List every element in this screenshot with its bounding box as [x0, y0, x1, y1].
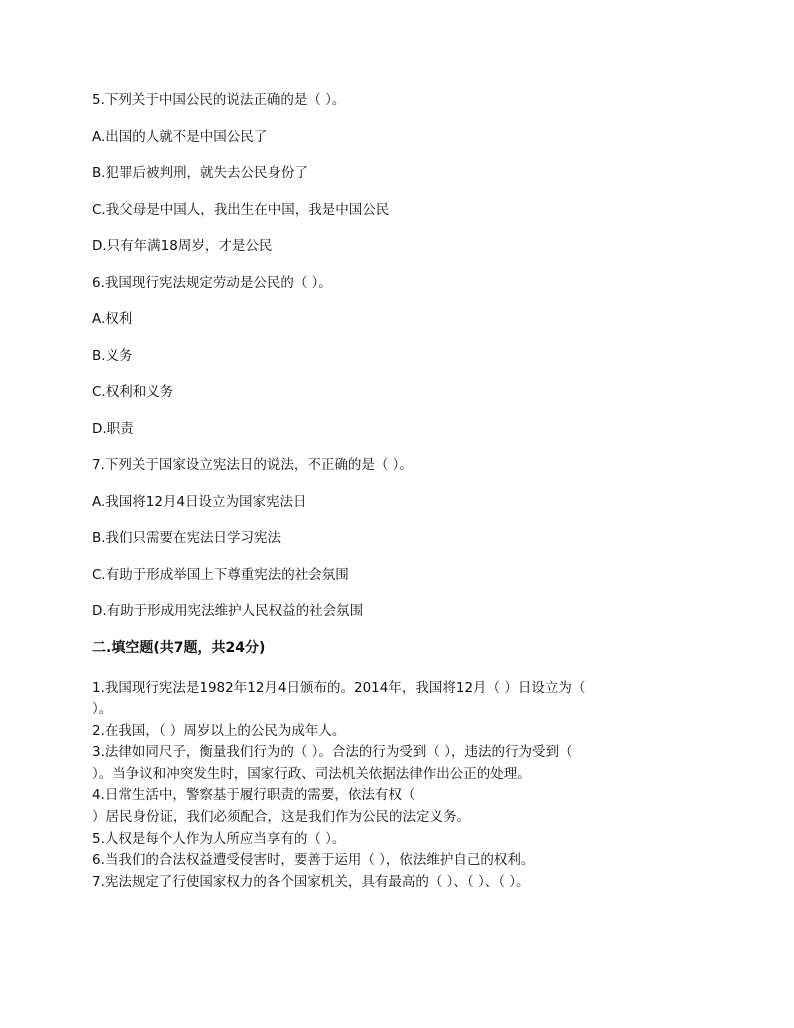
question-6-option-b: B.义务	[92, 347, 133, 364]
fill-question-3-line-2: ）。当争议和冲突发生时，国家行政、司法机关依据法律作出公正的处理。	[92, 765, 531, 782]
question-6-stem: 6.我国现行宪法规定劳动是公民的（ ）。	[92, 274, 332, 291]
question-5-option-b: B.犯罪后被判刑，就失去公民身份了	[92, 165, 309, 181]
fill-question-7: 7.宪法规定了行使国家权力的各个国家机关，具有最高的（ ）、（ ）、（ ）。	[92, 873, 530, 890]
question-7-option-c: C.有助于形成举国上下尊重宪法的社会氛围	[92, 566, 349, 583]
question-6-option-a: A.权利	[92, 311, 133, 327]
question-5-option-c: C.我父母是中国人，我出生在中国，我是中国公民	[92, 201, 390, 218]
fill-question-2: 2.在我国，（ ）周岁以上的公民为成年人。	[92, 722, 346, 739]
fill-question-4-line-1: 4.日常生活中，警察基于履行职责的需要，依法有权（	[92, 787, 416, 804]
question-7-option-a: A.我国将12月4日设立为国家宪法日	[92, 493, 307, 510]
document-page	[92, 90, 712, 893]
question-6-option-d: D.职责	[92, 420, 134, 437]
question-5-stem: 5.下列关于中国公民的说法正确的是（ ）。	[92, 92, 346, 108]
fill-question-5: 5.人权是每个人作为人所应当享有的（ ）。	[92, 830, 346, 847]
question-7-option-b: B.我们只需要在宪法日学习宪法	[92, 530, 282, 546]
section-two-title: 二.填空题(共7题，共24分)	[92, 639, 266, 656]
question-5-option-a: A.出国的人就不是中国公民了	[92, 128, 268, 145]
fill-question-4-line-2: ）居民身份证，我们必须配合，这是我们作为公民的法定义务。	[92, 809, 470, 826]
fill-question-1-line-1: 1.我国现行宪法是1982年12月4日颁布的。2014年，我国将12月（ ）日设立为（	[92, 679, 586, 696]
fill-question-6: 6.当我们的合法权益遭受侵害时，要善于运用（ ），依法维护自己的权利。	[92, 852, 535, 869]
fill-in-questions	[92, 678, 712, 894]
question-6-option-c: C.权利和义务	[92, 384, 174, 400]
question-7-stem: 7.下列关于国家设立宪法日的说法，不正确的是（ ）。	[92, 457, 413, 473]
question-5-option-d: D.只有年满18周岁，才是公民	[92, 238, 273, 254]
fill-question-3-line-1: 3.法律如同尺子，衡量我们行为的（ ）。合法的行为受到（ ），违法的行为受到（	[92, 744, 573, 761]
fill-question-1-line-2: ）。	[92, 701, 113, 718]
question-7-option-d: D.有助于形成用宪法维护人民权益的社会氛围	[92, 603, 364, 619]
